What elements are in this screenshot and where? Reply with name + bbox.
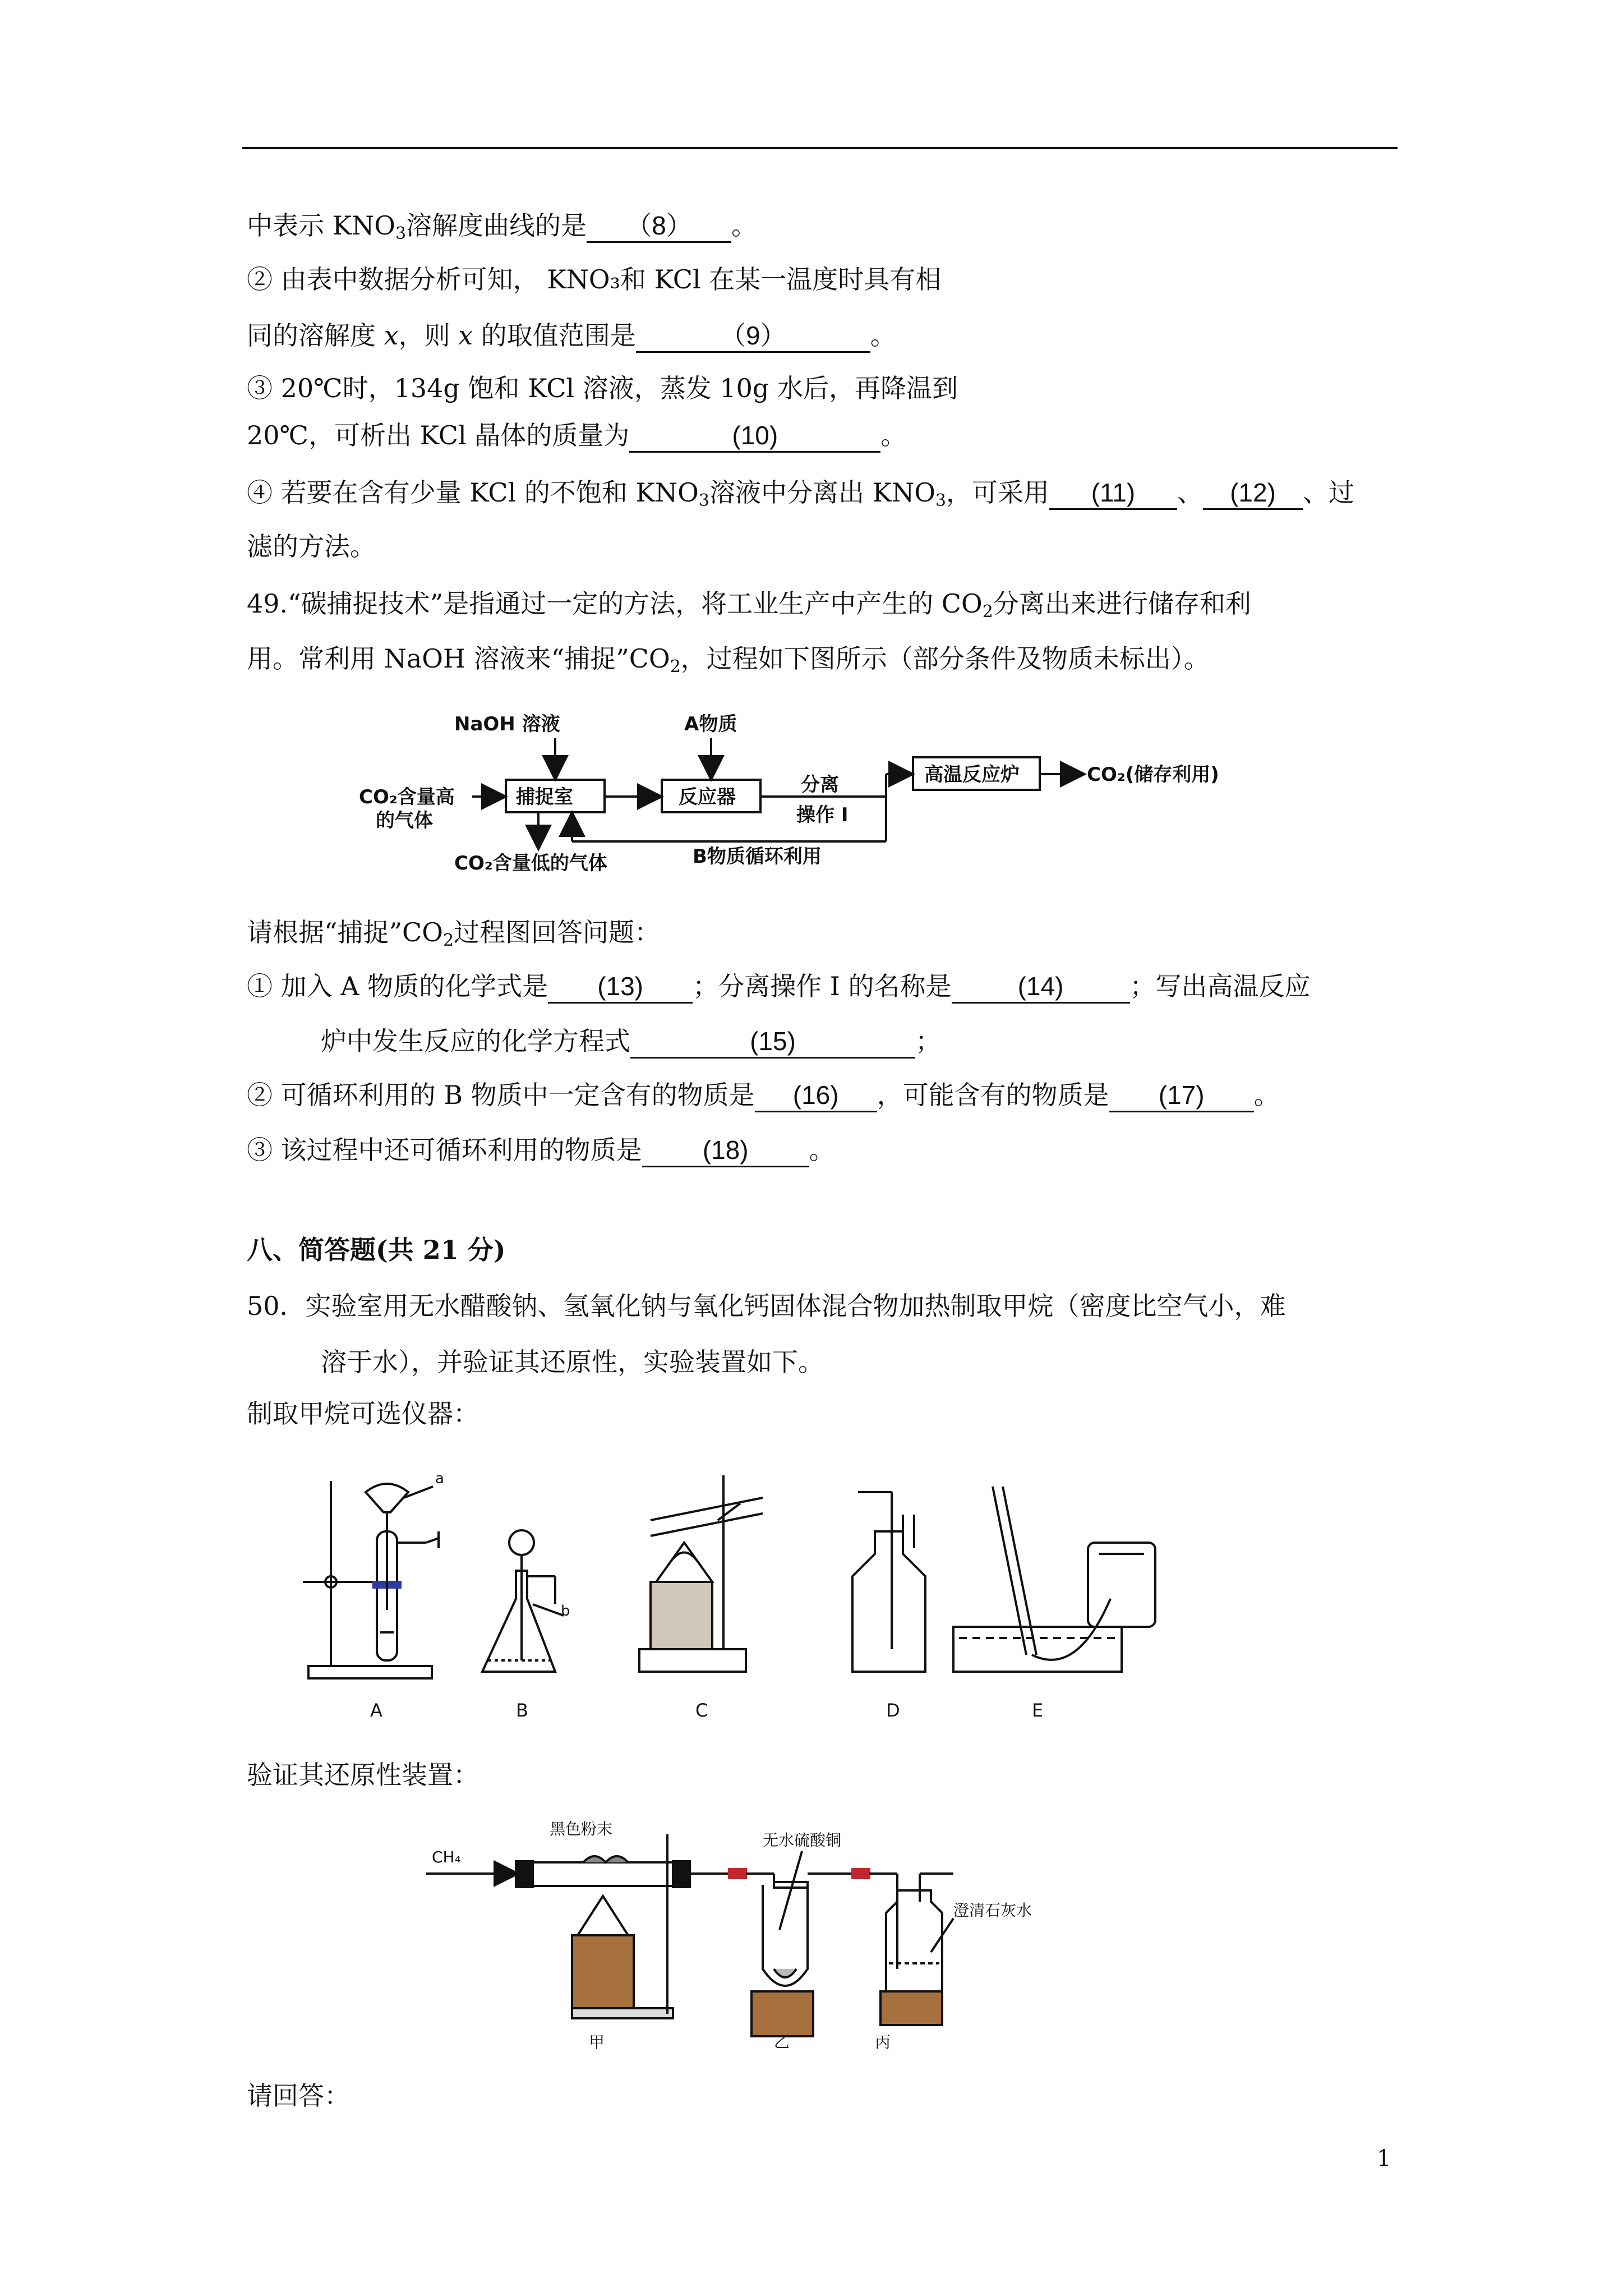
label-cuso4: 无水硫酸铜 (763, 1831, 842, 1849)
label-e: E (1032, 1700, 1044, 1721)
blank-8[interactable]: （8） (587, 210, 731, 243)
blank-10[interactable]: (10) (629, 420, 880, 453)
q48-line-7: 滤的方法。 (247, 531, 376, 562)
q50-line-1: 50．实验室用无水醋酸钠、氢氧化钠与氧化钙固体混合物加热制取甲烷（密度比空气小，难 (247, 1291, 1286, 1321)
blank-16[interactable]: (16) (755, 1079, 877, 1112)
label-d: D (886, 1700, 900, 1721)
apparatus-options-figure (292, 1464, 1200, 1733)
q48-line-1: 中表示 $KNO_3$溶解度曲线的是 （8） 。 (247, 210, 758, 243)
q49-question-1-cont: 炉中发生反应的化学方程式 (15) ； (321, 1024, 941, 1059)
q50-line-3: 制取甲烷可选仪器： (247, 1398, 479, 1429)
carbon-capture-flow-diagram (348, 707, 1256, 886)
label-black-powder: 黑色粉末 (550, 1820, 613, 1838)
blank-9[interactable]: （9） (636, 320, 870, 353)
q49-question-3: ③ 该过程中还可循环利用的物质是 (18) 。 (247, 1133, 835, 1167)
label-output: CO₂(储存利用) (1087, 763, 1219, 786)
label-naoh: NaOH 溶液 (454, 713, 560, 735)
label-operation-1: 操作 I (796, 804, 849, 826)
apparatus-d (852, 1492, 925, 1672)
blank-15[interactable]: (15) (630, 1025, 915, 1059)
label-low-gas: CO₂含量低的气体 (454, 852, 607, 875)
box-furnace-label: 高温反应炉 (924, 763, 1020, 786)
blank-12[interactable]: (12) (1203, 477, 1303, 510)
section-heading: 八、简答题(共 21 分) (247, 1235, 506, 1265)
q48-line-4: ③ 20℃时，134g 饱和 KCl 溶液，蒸发 10g 水后，再降温到 (247, 373, 958, 403)
q49-question-1: ① 加入 A 物质的化学式是 (13) ；分离操作 I 的名称是 (14) ；写出高温反应 (247, 969, 1311, 1004)
q50-line-4: 验证其还原性装置： (247, 1760, 479, 1790)
blank-13[interactable]: (13) (548, 970, 693, 1004)
label-limewater: 澄清石灰水 (953, 1901, 1032, 1920)
label-yi: 乙 (774, 2033, 790, 2051)
q49-line-2: 用。常利用 NaOH 溶液来“捕捉$”CO_2$，过程如下图所示（部分条件及物质未标出）。 (247, 643, 1210, 677)
apparatus-a (303, 1481, 439, 1678)
blank-14[interactable]: (14) (952, 970, 1130, 1004)
apparatus-b (482, 1530, 564, 1672)
blank-17[interactable]: (17) (1109, 1079, 1254, 1112)
label-a: A (370, 1700, 382, 1721)
label-port-b: b (561, 1603, 570, 1619)
q49-question-2: ② 可循环利用的 B 物质中一定含有的物质是 (16) ，可能含有的物质是 (17) 。 (247, 1078, 1280, 1112)
label-port-a: a (435, 1470, 444, 1487)
blank-18[interactable]: (18) (642, 1134, 809, 1167)
label-c: C (695, 1700, 708, 1721)
page-number: 1 (1377, 2146, 1391, 2171)
box-capture-room-label: 捕捉室 (516, 786, 573, 808)
header-rule (242, 147, 1398, 149)
q49-line-1: 49.“碳捕捉技术”是指通过一定的方法，将工业生产中产生的 $CO_2$分离出来进行储存和利 (247, 588, 1251, 622)
label-ch4: CH₄ (432, 1848, 461, 1866)
apparatus-e (953, 1487, 1155, 1672)
q49-question-intro: 请根据“捕捉$”CO_2$过程图回答问题： (247, 917, 661, 950)
label-a-substance: A物质 (684, 713, 737, 735)
label-separate: 分离 (801, 774, 839, 796)
q48-line-5: 20℃，可析出 KCl 晶体的质量为 (10) 。 (247, 418, 906, 453)
q48-line-6: ④ 若要在含有少量 KCl 的不饱和 $KNO_3$溶液中分离出 $KNO_3$，可采用 (11) 、 (12) 、过 (247, 477, 1354, 510)
q50-line-5: 请回答： (247, 2081, 350, 2111)
apparatus-c (639, 1475, 763, 1672)
label-bing: 丙 (875, 2033, 891, 2051)
q48-line-3: 同的溶解度 x，则 x 的取值范围是 （9） 。 (247, 319, 896, 353)
label-jia: 甲 (589, 2033, 605, 2051)
label-recycle-b: B物质循环利用 (693, 845, 822, 868)
q50-line-2: 溶于水），并验证其还原性，实验装置如下。 (321, 1347, 824, 1377)
label-b: B (516, 1700, 528, 1721)
label-input-1: CO₂含量高 (359, 786, 455, 808)
q48-line-2: ② 由表中数据分析可知， KNO₃和 KCl 在某一温度时具有相 (247, 264, 942, 295)
box-reactor-label: 反应器 (679, 786, 736, 808)
blank-11[interactable]: (11) (1049, 477, 1177, 510)
label-input-2: 的气体 (376, 809, 433, 832)
reduction-verification-figure (415, 1801, 1122, 2059)
